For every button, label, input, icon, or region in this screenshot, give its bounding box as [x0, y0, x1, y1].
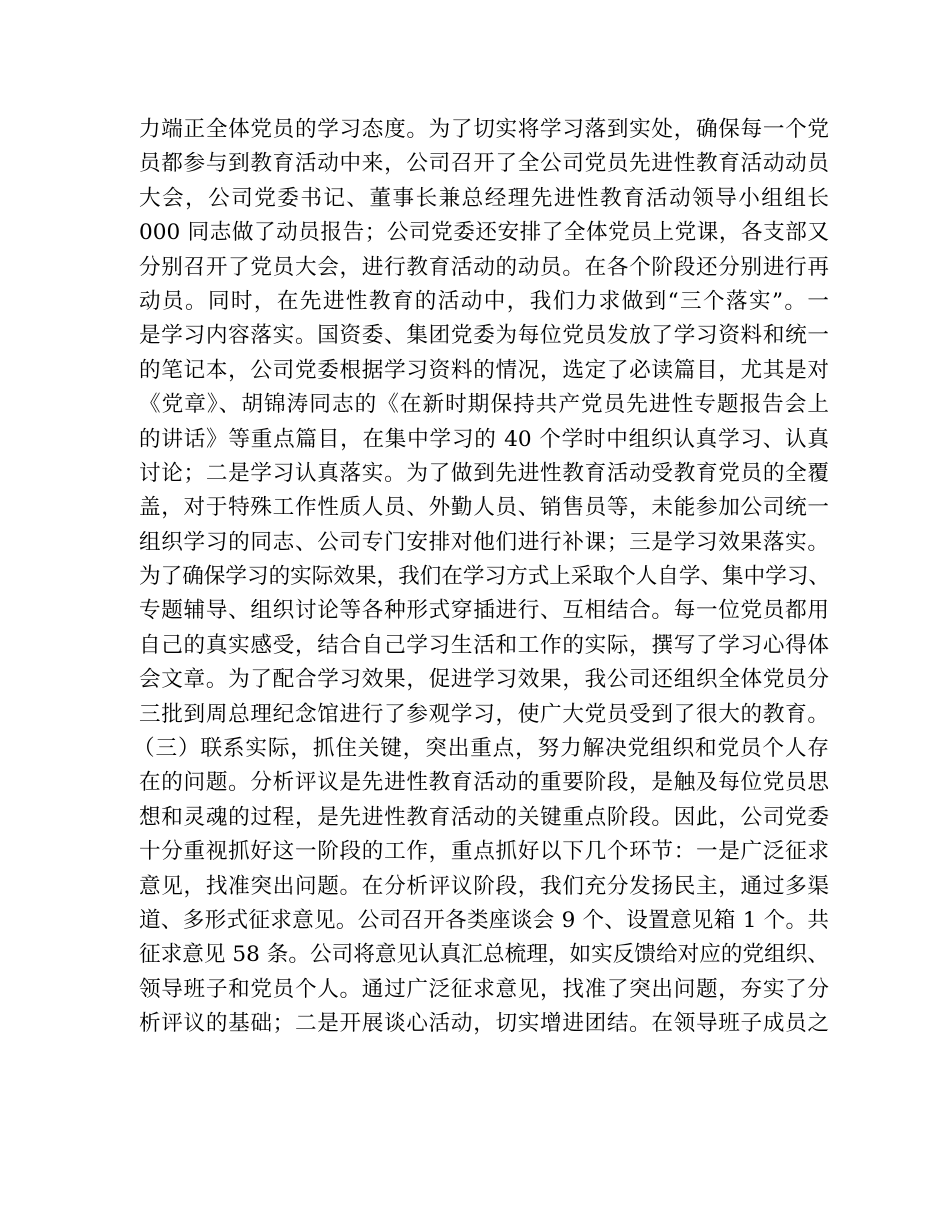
text-line-16: 自己的真实感受，结合自己学习生活和工作的实际，撰写了学习心得体: [139, 632, 829, 658]
text-line-24: 道、多形式征求意见。公司召开各类座谈会 9 个、设置意见箱 1 个。共: [139, 907, 829, 933]
text-line-8: 的笔记本，公司党委根据学习资料的情况，选定了必读篇目，尤其是对: [139, 357, 829, 383]
text-line-21: 想和灵魂的过程，是先进性教育活动的关键重点阶段。因此，公司党委: [139, 804, 829, 830]
text-line-1: 力端正全体党员的学习态度。为了切实将学习落到实处，确保每一个党: [139, 117, 829, 142]
text-line-22: 十分重视抓好这一阶段的工作，重点抓好以下几个环节：一是广泛征求: [139, 839, 829, 865]
text-line-25: 征求意见 58 条。公司将意见认真汇总梳理，如实反馈给对应的党组织、: [139, 942, 829, 968]
text-line-18: 三批到周总理纪念馆进行了参观学习，使广大党员受到了很大的教育。: [139, 701, 829, 727]
text-line-20: 在的问题。分析评议是先进性教育活动的重要阶段，是触及每位党员思: [139, 770, 829, 796]
text-line-27: 析评议的基础；二是开展谈心活动，切实增进团结。在领导班子成员之: [139, 1011, 829, 1037]
text-line-12: 盖，对于特殊工作性质人员、外勤人员、销售员等，未能参加公司统一: [139, 495, 829, 521]
text-line-6: 动员。同时，在先进性教育的活动中，我们力求做到“三个落实”。一: [139, 288, 829, 314]
text-line-19: （三）联系实际，抓住关键，突出重点，努力解决党组织和党员个人存: [133, 736, 829, 762]
text-line-2: 员都参与到教育活动中来，公司召开了全公司党员先进性教育活动动员: [139, 151, 829, 177]
text-line-14: 为了确保学习的实际效果，我们在学习方式上采取个人自学、集中学习、: [139, 564, 831, 590]
text-line-15: 专题辅导、组织讨论等各种形式穿插进行、互相结合。每一位党员都用: [139, 598, 829, 624]
text-line-5: 分别召开了党员大会，进行教育活动的动员。在各个阶段还分别进行再: [139, 254, 829, 280]
text-line-7: 是学习内容落实。国资委、集团党委为每位党员发放了学习资料和统一: [139, 323, 829, 349]
body-text: [133, 113, 831, 1042]
text-line-26: 领导班子和党员个人。通过广泛征求意见，找准了突出问题，夯实了分: [139, 976, 829, 1002]
text-line-4: 000 同志做了动员报告；公司党委还安排了全体党员上党课，各支部又: [139, 220, 829, 246]
text-line-13: 组织学习的同志、公司专门安排对他们进行补课；三是学习效果落实。: [139, 529, 829, 555]
text-line-23: 意见，找准突出问题。在分析评议阶段，我们充分发扬民主，通过多渠: [139, 873, 829, 899]
text-line-10: 的讲话》等重点篇目，在集中学习的 40 个学时中组织认真学习、认真: [139, 426, 829, 452]
text-line-17: 会文章。为了配合学习效果，促进学习效果，我公司还组织全体党员分: [139, 667, 829, 693]
text-line-9: 《党章》、胡锦涛同志的《在新时期保持共产党员先进性专题报告会上: [139, 392, 829, 418]
text-line-3: 大会，公司党委书记、董事长兼总经理先进性教育活动领导小组组长: [139, 185, 829, 211]
text-line-11: 讨论；二是学习认真落实。为了做到先进性教育活动受教育党员的全覆: [139, 460, 829, 486]
